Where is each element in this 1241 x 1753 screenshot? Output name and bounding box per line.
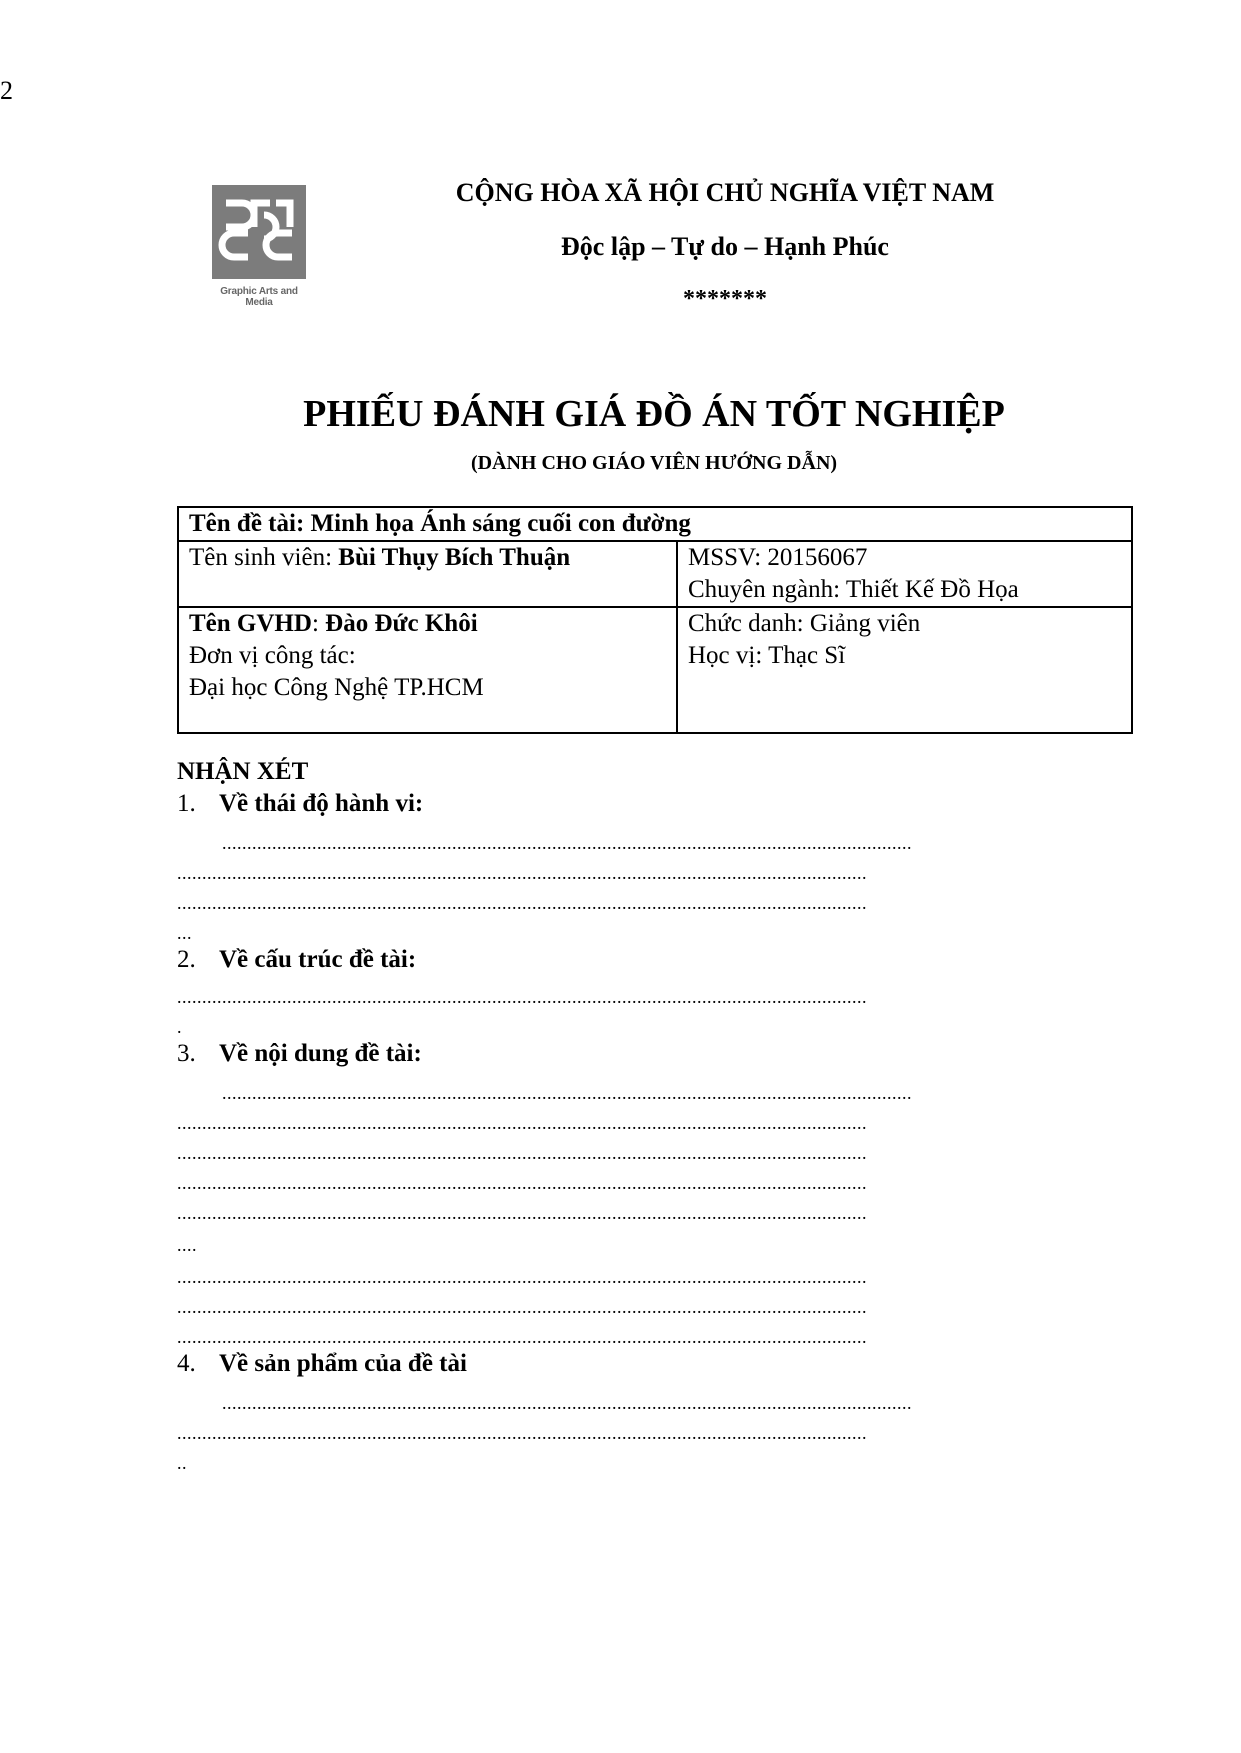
mssv: MSSV: 20156067	[688, 544, 868, 571]
unit-value: Đại học Công Nghệ TP.HCM	[189, 674, 484, 701]
review-heading: NHẬN XÉT	[177, 758, 309, 785]
nation-motto: Độc lập – Tự do – Hạnh Phúc	[561, 232, 889, 261]
logo-caption: Graphic Arts and Media	[220, 286, 298, 308]
review-item-2: 2. Về cấu trúc đề tài:	[177, 946, 417, 973]
student-name: Bùi Thụy Bích Thuận	[338, 544, 571, 571]
dotted-line: ..........................................................................................................................................	[222, 833, 912, 853]
student-row	[178, 541, 1132, 607]
dotted-line: ..........................................................................................................................................	[177, 1423, 867, 1443]
dotted-line: ..........................................................................................................................................	[177, 1143, 867, 1163]
advisor-name: Đào Đức Khôi	[325, 610, 478, 637]
degree: Học vị: Thạc Sĩ	[688, 642, 846, 669]
advisor-detail-cell	[677, 607, 1132, 733]
dotted-line: ..........................................................................................................................................	[177, 1267, 867, 1287]
dotted-line-tail: ....	[177, 1235, 197, 1255]
dotted-line: ..........................................................................................................................................	[222, 1083, 912, 1103]
dotted-line: ..........................................................................................................................................	[177, 1203, 867, 1223]
form-subtitle: (DÀNH CHO GIÁO VIÊN HƯỚNG DẪN)	[470, 452, 838, 474]
nation-stars: *******	[683, 286, 767, 312]
dotted-line-tail: .	[177, 1017, 182, 1037]
student-cell	[178, 541, 677, 607]
form-title: PHIẾU ĐÁNH GIÁ ĐỒ ÁN TỐT NGHIỆP	[303, 393, 1005, 435]
student-detail-cell	[677, 541, 1132, 607]
gdc-logo-icon	[212, 185, 306, 279]
advisor-sep: :	[311, 610, 326, 637]
dotted-line: ..........................................................................................................................................	[177, 1327, 867, 1347]
advisor-cell	[178, 607, 677, 733]
review-item-4: 4. Về sản phẩm của đề tài	[177, 1350, 467, 1377]
student-label: Tên sinh viên:	[189, 544, 339, 571]
major: Chuyên ngành: Thiết Kế Đồ Họa	[688, 576, 1019, 603]
dotted-line-tail: ..	[177, 1453, 187, 1473]
advisor-row	[178, 607, 1132, 733]
page-number: 2	[0, 76, 13, 105]
advisor-label: Tên GVHD	[189, 610, 312, 637]
dotted-line: ..........................................................................................................................................	[177, 1173, 867, 1193]
dotted-line-tail: ...	[177, 923, 192, 943]
nation-title: CỘNG HÒA XÃ HỘI CHỦ NGHĨA VIỆT NAM	[455, 178, 995, 207]
info-table	[177, 506, 1133, 734]
dotted-line: ..........................................................................................................................................	[177, 1297, 867, 1317]
review-item-1: 1. Về thái độ hành vi:	[177, 790, 424, 817]
dotted-line: ..........................................................................................................................................	[177, 893, 867, 913]
position: Chức danh: Giảng viên	[688, 610, 921, 637]
dotted-line: ..........................................................................................................................................	[177, 1113, 867, 1133]
dotted-line: ..........................................................................................................................................	[177, 863, 867, 883]
review-item-3: 3. Về nội dung đề tài:	[177, 1040, 422, 1067]
topic-row	[178, 507, 1132, 541]
unit-label: Đơn vị công tác:	[189, 642, 356, 669]
dotted-line: ..........................................................................................................................................	[222, 1393, 912, 1413]
topic-cell: Tên đề tài: Minh họa Ánh sáng cuối con đường	[178, 507, 1132, 541]
dotted-line: ..........................................................................................................................................	[177, 987, 867, 1007]
